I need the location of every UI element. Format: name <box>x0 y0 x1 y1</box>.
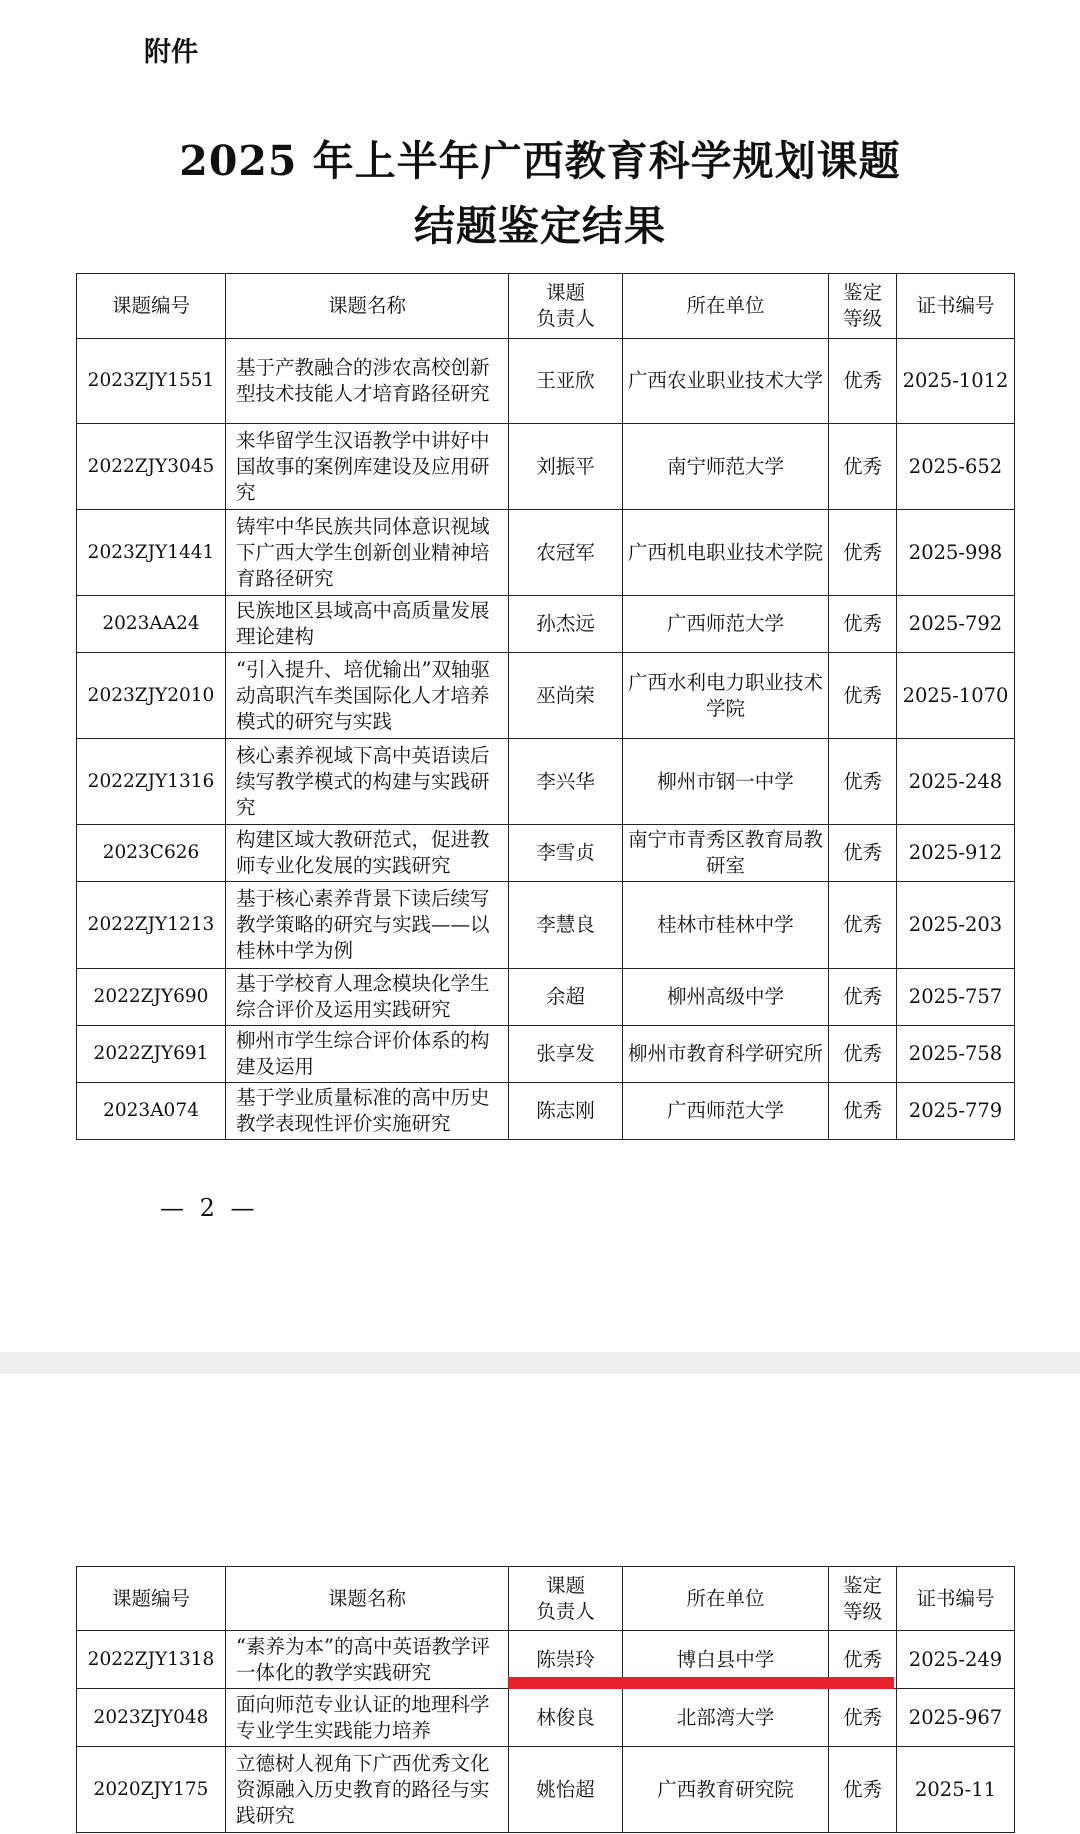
header-leader: 课题 负责人 <box>509 1567 623 1631</box>
cell-certificate-no: 2025-248 <box>897 739 1015 825</box>
cell-project-code: 2023ZJY2010 <box>77 653 226 739</box>
cell-project-name: 立德树人视角下广西优秀文化资源融入历史教育的路径与实践研究 <box>226 1747 509 1833</box>
attachment-label: 附件 <box>144 37 198 68</box>
cell-project-name: 民族地区县域高中高质量发展理论建构 <box>226 596 509 653</box>
cell-grade: 优秀 <box>829 424 897 510</box>
cell-project-name: 基于产教融合的涉农高校创新型技术技能人才培育路径研究 <box>226 339 509 424</box>
cell-grade: 优秀 <box>829 653 897 739</box>
cell-project-code: 2023C626 <box>77 825 226 882</box>
page-number: — 2 — <box>160 1194 259 1222</box>
document-page-2 <box>0 1374 1080 1834</box>
cell-project-code: 2020ZJY175 <box>77 1747 226 1833</box>
cell-project-name: “素养为本”的高中英语教学评一体化的教学实践研究 <box>226 1631 509 1689</box>
header-cert: 证书编号 <box>897 1567 1015 1631</box>
page-separator <box>0 1352 1080 1374</box>
results-table-page-2 <box>76 1566 1015 1833</box>
cell-project-name: “引入提升、培优输出”双轴驱动高职汽车类国际化人才培养模式的研究与实践 <box>226 653 509 739</box>
cell-project-name: 基于学校育人理念模块化学生综合评价及运用实践研究 <box>226 969 509 1026</box>
cell-project-name: 基于核心素养背景下读后续写教学策略的研究与实践——以桂林中学为例 <box>226 882 509 969</box>
header-unit: 所在单位 <box>623 1567 829 1631</box>
header-leader: 课题 负责人 <box>509 274 623 339</box>
red-highlight-underline <box>508 1677 894 1689</box>
header-code: 课题编号 <box>77 1567 226 1631</box>
cell-certificate-no: 2025-967 <box>897 1689 1015 1747</box>
table-row <box>77 424 1015 510</box>
cell-unit: 广西水利电力职业技术学院 <box>623 653 829 739</box>
cell-project-name: 基于学业质量标准的高中历史教学表现性评价实施研究 <box>226 1083 509 1140</box>
cell-project-code: 2023ZJY1441 <box>77 510 226 596</box>
cell-project-code: 2023ZJY048 <box>77 1689 226 1747</box>
table-row <box>77 969 1015 1026</box>
table-header-row <box>77 274 1015 339</box>
cell-certificate-no: 2025-652 <box>897 424 1015 510</box>
cell-certificate-no: 2025-779 <box>897 1083 1015 1140</box>
cell-grade: 优秀 <box>829 1083 897 1140</box>
cell-project-code: 2023ZJY1551 <box>77 339 226 424</box>
cell-grade: 优秀 <box>829 1747 897 1833</box>
cell-grade: 优秀 <box>829 739 897 825</box>
cell-leader: 张享发 <box>509 1026 623 1083</box>
cell-certificate-no: 2025-1012 <box>897 339 1015 424</box>
cell-project-code: 2022ZJY1213 <box>77 882 226 969</box>
cell-project-code: 2023AA24 <box>77 596 226 653</box>
cell-leader: 孙杰远 <box>509 596 623 653</box>
cell-project-name: 柳州市学生综合评价体系的构建及运用 <box>226 1026 509 1083</box>
cell-unit: 南宁市青秀区教育局教研室 <box>623 825 829 882</box>
cell-project-code: 2023A074 <box>77 1083 226 1140</box>
table-row <box>77 510 1015 596</box>
header-grade: 鉴定 等级 <box>829 274 897 339</box>
cell-leader: 姚怡超 <box>509 1747 623 1833</box>
cell-certificate-no: 2025-203 <box>897 882 1015 969</box>
cell-certificate-no: 2025-1070 <box>897 653 1015 739</box>
cell-unit: 北部湾大学 <box>623 1689 829 1747</box>
cell-project-name: 来华留学生汉语教学中讲好中国故事的案例库建设及应用研究 <box>226 424 509 510</box>
cell-project-code: 2022ZJY3045 <box>77 424 226 510</box>
cell-unit: 博白县中学 <box>623 1631 829 1689</box>
cell-certificate-no: 2025-998 <box>897 510 1015 596</box>
cell-project-code: 2022ZJY1318 <box>77 1631 226 1689</box>
table-row <box>77 825 1015 882</box>
cell-project-name: 面向师范专业认证的地理科学专业学生实践能力培养 <box>226 1689 509 1747</box>
header-name: 课题名称 <box>226 1567 509 1631</box>
cell-unit: 柳州市教育科学研究所 <box>623 1026 829 1083</box>
cell-leader: 陈志刚 <box>509 1083 623 1140</box>
cell-leader: 李慧良 <box>509 882 623 969</box>
cell-grade: 优秀 <box>829 969 897 1026</box>
cell-project-code: 2022ZJY690 <box>77 969 226 1026</box>
cell-leader: 陈崇玲 <box>509 1631 623 1689</box>
table-row <box>77 1747 1015 1833</box>
header-unit: 所在单位 <box>623 274 829 339</box>
cell-unit: 广西师范大学 <box>623 596 829 653</box>
cell-grade: 优秀 <box>829 339 897 424</box>
document-title-line-1: 2025 年上半年广西教育科学规划课题 <box>179 137 901 185</box>
cell-certificate-no: 2025-757 <box>897 969 1015 1026</box>
cell-grade: 优秀 <box>829 596 897 653</box>
table-row <box>77 1026 1015 1083</box>
cell-leader: 刘振平 <box>509 424 623 510</box>
cell-unit: 柳州高级中学 <box>623 969 829 1026</box>
table-row <box>77 739 1015 825</box>
cell-grade: 优秀 <box>829 1631 897 1689</box>
cell-leader: 农冠军 <box>509 510 623 596</box>
table-row <box>77 596 1015 653</box>
cell-unit: 南宁师范大学 <box>623 424 829 510</box>
cell-project-name: 铸牢中华民族共同体意识视域下广西大学生创新创业精神培育路径研究 <box>226 510 509 596</box>
cell-certificate-no: 2025-249 <box>897 1631 1015 1689</box>
table-row <box>77 339 1015 424</box>
header-code: 课题编号 <box>77 274 226 339</box>
cell-grade: 优秀 <box>829 882 897 969</box>
cell-unit: 广西机电职业技术学院 <box>623 510 829 596</box>
cell-unit: 广西农业职业技术大学 <box>623 339 829 424</box>
header-name: 课题名称 <box>226 274 509 339</box>
cell-grade: 优秀 <box>829 510 897 596</box>
cell-unit: 柳州市钢一中学 <box>623 739 829 825</box>
table-row <box>77 653 1015 739</box>
cell-leader: 李雪贞 <box>509 825 623 882</box>
cell-project-code: 2022ZJY1316 <box>77 739 226 825</box>
cell-certificate-no: 2025-758 <box>897 1026 1015 1083</box>
cell-leader: 李兴华 <box>509 739 623 825</box>
header-cert: 证书编号 <box>897 274 1015 339</box>
cell-certificate-no: 2025-11 <box>897 1747 1015 1833</box>
cell-certificate-no: 2025-912 <box>897 825 1015 882</box>
cell-grade: 优秀 <box>829 825 897 882</box>
cell-leader: 巫尚荣 <box>509 653 623 739</box>
cell-grade: 优秀 <box>829 1026 897 1083</box>
table-row <box>77 1083 1015 1140</box>
table-row <box>77 882 1015 969</box>
cell-project-code: 2022ZJY691 <box>77 1026 226 1083</box>
cell-leader: 王亚欣 <box>509 339 623 424</box>
cell-unit: 广西教育研究院 <box>623 1747 829 1833</box>
table-header-row <box>77 1567 1015 1631</box>
results-table-page-1 <box>76 273 1015 1140</box>
cell-unit: 桂林市桂林中学 <box>623 882 829 969</box>
cell-certificate-no: 2025-792 <box>897 596 1015 653</box>
cell-grade: 优秀 <box>829 1689 897 1747</box>
cell-project-name: 核心素养视域下高中英语读后续写教学模式的构建与实践研究 <box>226 739 509 825</box>
document-title-line-2: 结题鉴定结果 <box>414 202 666 250</box>
cell-unit: 广西师范大学 <box>623 1083 829 1140</box>
cell-leader: 余超 <box>509 969 623 1026</box>
cell-leader: 林俊良 <box>509 1689 623 1747</box>
table-row <box>77 1689 1015 1747</box>
cell-project-name: 构建区域大教研范式，促进教师专业化发展的实践研究 <box>226 825 509 882</box>
header-grade: 鉴定 等级 <box>829 1567 897 1631</box>
